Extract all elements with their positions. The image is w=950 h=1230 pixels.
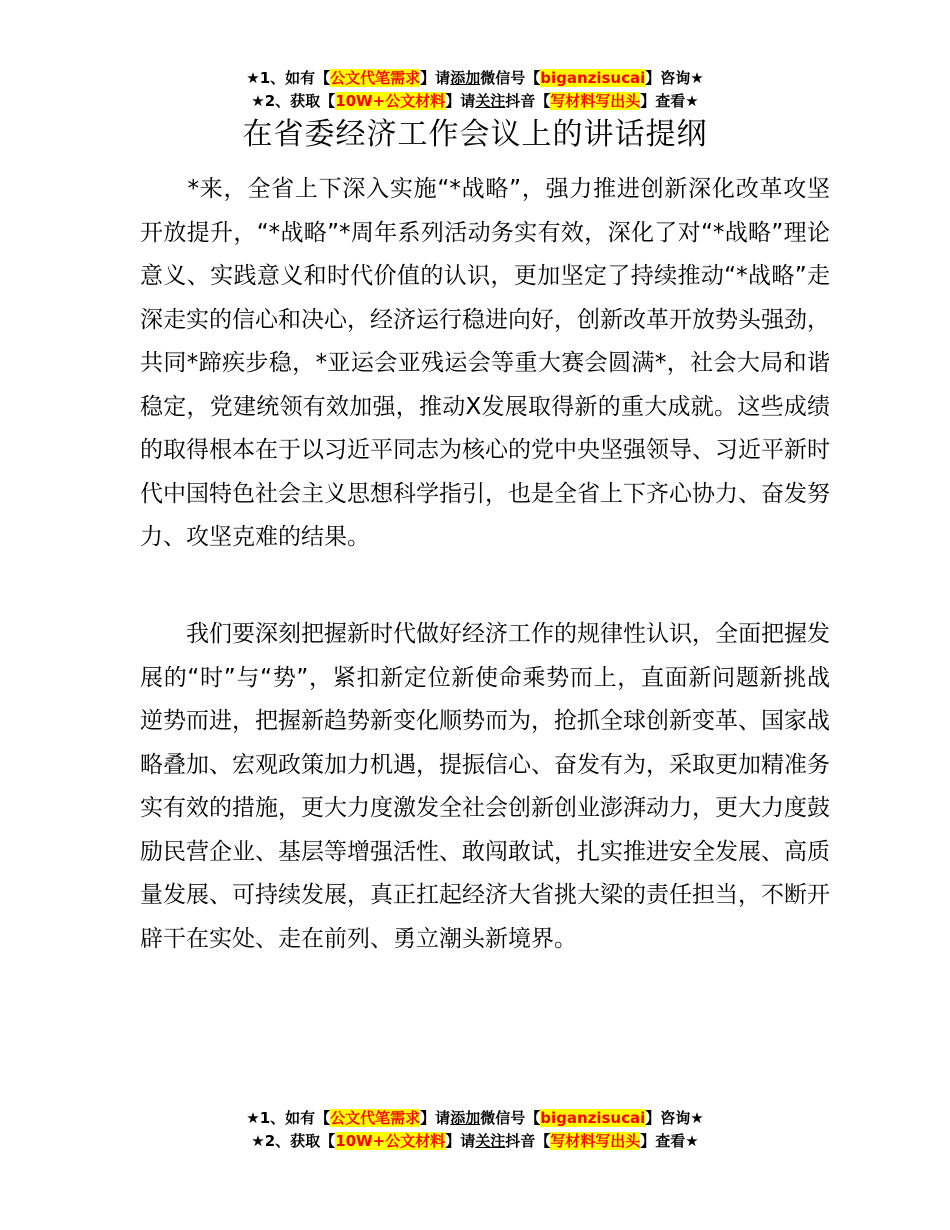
- promo-text: 】咨询★: [645, 1109, 704, 1127]
- promo-highlight: 写材料写出头: [550, 1132, 641, 1150]
- promo-text: 】咨询★: [645, 69, 704, 87]
- promo-text: 微信号【: [480, 1109, 541, 1127]
- promo-text: 抖音【: [505, 92, 551, 110]
- header-promo-banner: [0, 67, 950, 113]
- promo-line-1: [0, 67, 950, 90]
- promo-underlined: 添加: [450, 69, 481, 87]
- promo-text: ★1、如有【: [246, 1109, 331, 1127]
- promo-text: 抖音【: [505, 1132, 551, 1150]
- promo-highlight: 10W+公文材料: [335, 92, 446, 110]
- body-paragraph-1: *来，全省上下深入实施“*战略”，强力推进创新深化改革攻坚开放提升，“*战略”*周年系列活动务实有效，深化了对“*战略”理论意义、实践意义和时代价值的认识，更加坚定了持续推动“*战略”走深走实的信心和决心，经济运行稳进向好，创新改革开放势头强劲，共同*蹄疾步稳，*亚运会亚残运会等重大赛会圆满*，社会大局和谐稳定，党建统领有效加强，推动X发展取得新的重大成就。这些成绩的取得根本在于以习近平同志为核心的党中央坚强领导、习近平新时代中国特色社会主义思想科学指引，也是全省上下齐心协力、奋发努力、攻坚克难的结果。: [140, 176, 830, 550]
- promo-text: 】请: [445, 1132, 476, 1150]
- promo-wechat-id: biganzisucai: [540, 69, 646, 87]
- promo-text: ★2、获取【: [251, 1132, 336, 1150]
- promo-highlight: 写材料写出头: [550, 92, 641, 110]
- promo-text: ★1、如有【: [246, 69, 331, 87]
- body-paragraph-2: 我们要深刻把握新时代做好经济工作的规律性认识，全面把握发展的“时”与“势”，紧扣新定位新使命乘势而上，直面新问题新挑战逆势而进，把握新趋势新变化顺势而为，抢抓全球创新变革、国家战略叠加、宏观政策加力机遇，提振信心、奋发有为，采取更加精准务实有效的措施，更大力度激发全社会创新创业澎湃动力，更大力度鼓励民营企业、基层等增强活性、敢闯敢试，扎实推进安全发展、高质量发展、可持续发展，真正扛起经济大省挑大梁的责任担当，不断开辟干在实处、走在前列、勇立潮头新境界。: [140, 621, 830, 952]
- promo-line-2: [0, 1130, 950, 1153]
- promo-text: 】查看★: [640, 92, 699, 110]
- promo-text: 微信号【: [480, 69, 541, 87]
- promo-line-2: [0, 90, 950, 113]
- promo-text: 】请: [445, 92, 476, 110]
- promo-text: ★2、获取【: [251, 92, 336, 110]
- promo-underlined: 关注: [475, 92, 506, 110]
- promo-highlight: 10W+公文材料: [335, 1132, 446, 1150]
- promo-highlight: 公文代笔需求: [330, 1109, 421, 1127]
- promo-text: 】请: [420, 69, 451, 87]
- promo-highlight: 公文代笔需求: [330, 69, 421, 87]
- document-title: 在省委经济工作会议上的讲话提纲: [242, 117, 708, 152]
- promo-wechat-id: biganzisucai: [540, 1109, 646, 1127]
- promo-underlined: 关注: [475, 1132, 506, 1150]
- promo-underlined: 添加: [450, 1109, 481, 1127]
- promo-line-1: [0, 1107, 950, 1130]
- promo-text: 】查看★: [640, 1132, 699, 1150]
- footer-promo-banner: [0, 1107, 950, 1153]
- promo-text: 】请: [420, 1109, 451, 1127]
